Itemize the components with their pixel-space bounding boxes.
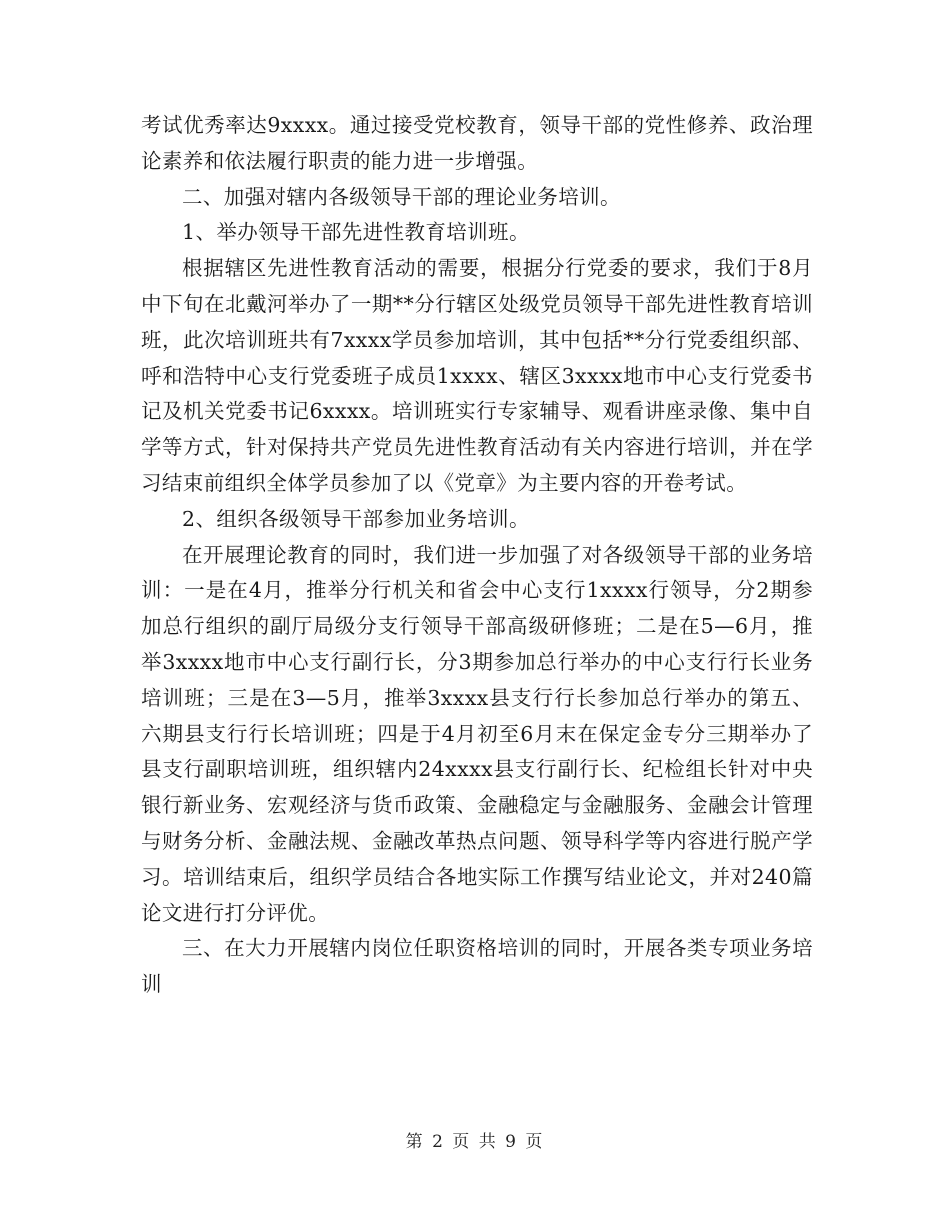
paragraph-continuation: 考试优秀率达9xxxx。通过接受党校教育，领导干部的党性修养、政治理论素养和依法履行职责的能力进一步增强。 <box>141 113 813 173</box>
paragraph-body: 根据辖区先进性教育活动的需要，根据分行党委的要求，我们于8月中下旬在北戴河举办了一期**分行辖区处级党员领导干部先进性教育培训班，此次培训班共有7xxxx学员参加培训，其中包括**分行党委组织部、呼和浩特中心支行党委班子成员1xxxx、辖区3xxxx地市中心支行党委书记及机关党委书记6xxxx。培训班实行专家辅导、观看讲座录像、集中自学等方式，针对保持共产党员先进性教育活动有关内容进行培训，并在学习结束前组织全体学员参加了以《党章》为主要内容的开卷考试。 <box>141 256 813 495</box>
document-body <box>141 108 813 1003</box>
section-heading-2: 二、加强对辖内各级领导干部的理论业务培训。 <box>182 184 621 209</box>
subheading-2: 2、组织各级领导干部参加业务培训。 <box>182 506 530 531</box>
subheading-1: 1、举办领导干部先进性教育培训班。 <box>182 220 530 245</box>
page-number-footer: 第 2 页 共 9 页 <box>405 1132 545 1152</box>
section-heading-3: 三、在大力开展辖内岗位任职资格培训的同时，开展各类专项业务培训 <box>141 936 813 997</box>
paragraph-body: 在开展理论教育的同时，我们进一步加强了对各级领导干部的业务培训：一是在4月，推举分行机关和省会中心支行1xxxx行领导，分2期参加总行组织的副厅局级分支行领导干部高级研修班；二是在5—6月，推举3xxxx地市中心支行副行长，分3期参加总行举办的中心支行行长业务培训班；三是在3—5月，推举3xxxx县支行行长参加总行举办的第五、六期县支行行长培训班；四是于4月初至6月末在保定金专分三期举办了县支行副职培训班，组织辖内24xxxx县支行副行长、纪检组长针对中央银行新业务、宏观经济与货币政策、金融稳定与金融服务、金融会计管理与财务分析、金融法规、金融改革热点问题、领导科学等内容进行脱产学习。培训结束后，组织学员结合各地实际工作撰写结业论文，并对240篇论文进行打分评优。 <box>141 542 813 925</box>
